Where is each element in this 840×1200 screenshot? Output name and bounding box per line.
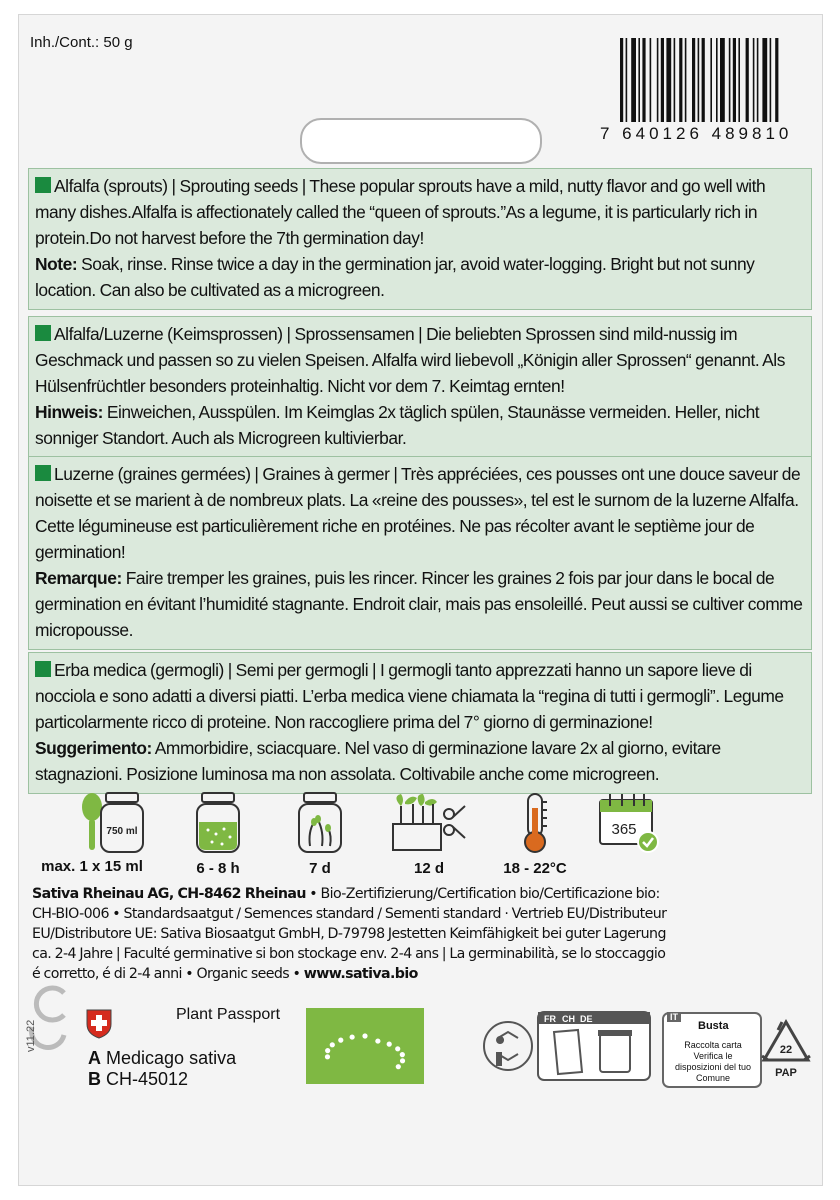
eu-star (395, 1046, 400, 1051)
eu-organic-leaf-icon (306, 1008, 424, 1084)
eu-star (350, 1034, 355, 1039)
barcode-bar (685, 38, 687, 122)
barcode-bar (720, 38, 725, 122)
barcode-bar (620, 38, 623, 122)
note-text-en: Soak, rinse. Rinse twice a day in the germination jar, avoid water-logging. Bright but not sunny location. Can also be cultivated as a microgreen. (35, 254, 755, 300)
barcode-bar (762, 38, 767, 122)
eu-star (400, 1052, 405, 1057)
info-section-fr (28, 456, 812, 650)
green-square-icon (35, 661, 51, 677)
green-square-icon (35, 465, 51, 481)
eu-star (325, 1048, 330, 1053)
plant-passport-b (88, 1069, 188, 1090)
note-label-it: Suggerimento: (35, 738, 152, 758)
microgreen-label: 12 d (413, 860, 444, 877)
pp-a-value: Medicago sativa (106, 1048, 237, 1068)
description-it: Erba medica (germogli) | Semi per germogli | I germogli tanto apprezzati hanno un sapore lieve di nocciola e sono adatti a diversi piatti. L’erba medica viene chiamata la “regina di tutti i germogli”. Legume particolarmente ricco di proteine. Non raccogliere prima del 7° giorno di germinazione! (35, 660, 784, 732)
description-en: Alfalfa (sprouts) | Sprouting seeds | These popular sprouts have a mild, nutty flavor and go well with many dishes.Alfalfa is affectionately called the “queen of sprouts.”As a legume, it is particularly rich in protein.Do not harvest before the 7th germination day! (35, 176, 766, 248)
website-link[interactable]: www.sativa.bio (303, 966, 418, 982)
spoon-label: max. 1 x 15 ml (41, 858, 143, 875)
description-de: Alfalfa/Luzerne (Keimsprossen) | Sprossensamen | Die beliebten Sprossen sind mild-nussig im Geschmack und passen so zu vielen Speisen. Alfalfa wird liebevoll „Königin aller Sprossen“ genannt. Als Hülsenfrüchtler besonders proteinhaltig. Nicht vor dem 7. Keimtag ernten! (35, 324, 785, 396)
plant-passport-title: Plant Passport (176, 1006, 281, 1023)
company-name: Sativa Rheinau AG, CH-8462 Rheinau (32, 886, 306, 902)
barcode-bar (666, 38, 671, 122)
busta-text: Raccolta carta Verifica le disposizioni del tuo Comune (674, 1040, 752, 1083)
sprout-label: 7 d (309, 860, 331, 877)
sprouting-jar-icon (296, 792, 344, 854)
pp-a-label: A (88, 1048, 101, 1068)
barcode-bar (775, 38, 778, 122)
note-label-fr: Remarque: (35, 568, 122, 588)
pap-22-recycling-icon (758, 1018, 814, 1082)
busta-title: Busta (698, 1020, 729, 1032)
busta-country: IT (667, 1012, 681, 1022)
barcode-bar (661, 38, 664, 122)
note-text-fr: Faire tremper les graines, puis les rincer. Rincer les graines 2 fois par jour dans le bocal de germination en évitant l’humidité stagnante. Endroit clair, mais pas ensoleillé. Peut aussi se cultiver comme micropousse. (35, 568, 803, 640)
eu-star (338, 1038, 343, 1043)
green-square-icon (35, 177, 51, 193)
barcode-bar (674, 38, 676, 122)
barcode-bar (770, 38, 772, 122)
temperature-column (494, 792, 576, 877)
barcode-bar (642, 38, 645, 122)
soak-label: 6 - 8 h (196, 860, 240, 877)
barcode-bar (716, 38, 718, 122)
version-code: v11.22 (25, 1019, 37, 1052)
eu-star (375, 1038, 380, 1043)
microgreen-cutting-icon (389, 792, 469, 854)
green-square-icon (35, 325, 51, 341)
eu-star (330, 1042, 335, 1047)
germination-text: Keimfähigkeit bei guter Lagerung ca. 2-4 Jahre | Faculté germinative si bon stockage env. 2-4 ans | La germinabilità, se lo stoccaggio é corretto, é di 2-4 anni • Organic seeds • (32, 926, 666, 982)
eu-star (387, 1042, 392, 1047)
barcode-bar (710, 38, 712, 122)
soaking-jar-icon (194, 792, 242, 854)
calendar-text: 365 (611, 821, 637, 838)
instruction-icons (28, 792, 728, 882)
barcode-bar (746, 38, 749, 122)
barcode-bar (650, 38, 652, 122)
info-section-en (28, 168, 812, 310)
swiss-shield-icon (85, 1008, 113, 1040)
pp-b-label: B (88, 1069, 101, 1089)
note-label-en: Note: (35, 254, 78, 274)
note-text-de: Einweichen, Ausspülen. Im Keimglas 2x täglich spülen, Staunässe vermeiden. Heller, nicht sonniger Standort. Auch als Microgreen kultivierbar. (35, 402, 760, 448)
temperature-label: 18 - 22°C (503, 860, 567, 877)
country-de: DE (580, 1014, 593, 1024)
content-weight: Inh./Cont.: 50 g (30, 34, 133, 51)
sprout-column (290, 792, 350, 877)
italian-disposal-label (662, 1012, 762, 1088)
pap-label: PAP (775, 1067, 797, 1079)
eu-star (325, 1054, 330, 1059)
jar-750-column (92, 792, 152, 854)
jar-volume-text: 750 ml (106, 826, 138, 837)
barcode-bar (729, 38, 731, 122)
hang-hole (300, 118, 542, 164)
barcode-bar (702, 38, 705, 122)
thermometer-icon (515, 792, 555, 854)
plant-passport-a (88, 1048, 236, 1069)
barcode-bar (626, 38, 628, 122)
barcode-bar (692, 38, 695, 122)
certification-text: • Bio-Zertifizierung/Certification bio/Certificazione bio: CH-BIO-006 • Standardsaatgut / Semences standard / Sementi standard · Vertrieb EU/Distributeur EU/Distributore UE: Sativa Biosaatgut GmbH, D-79798 Jestetten (32, 886, 667, 942)
country-ch: CH (562, 1014, 575, 1024)
barcode-number: 7 640126 489810 (600, 124, 793, 143)
barcode-bar (638, 38, 640, 122)
microgreen-column (384, 792, 474, 877)
barcode-bar (657, 38, 659, 122)
barcode (618, 38, 818, 122)
pap-number: 22 (779, 1044, 793, 1056)
legal-text (32, 884, 672, 984)
barcode-bar (753, 38, 755, 122)
eu-star (400, 1058, 405, 1063)
pp-b-value: CH-45012 (106, 1069, 189, 1089)
triman-recycling-icon (478, 1010, 658, 1082)
barcode-bar (757, 38, 759, 122)
calendar-365-icon (596, 792, 662, 854)
barcode-bar (698, 38, 700, 122)
barcode-bar (679, 38, 682, 122)
jar-750ml-icon (98, 792, 146, 854)
info-section-de (28, 316, 812, 458)
calendar-column (594, 792, 664, 854)
barcode-bar (631, 38, 636, 122)
country-fr: FR (544, 1014, 556, 1024)
eu-star (362, 1033, 367, 1038)
barcode-bar (738, 38, 740, 122)
note-text-it: Ammorbidire, sciacquare. Nel vaso di germinazione lavare 2x al giorno, evitare stagnazioni. Posizione luminosa ma non assolata. Coltivabile anche come microgreen. (35, 738, 721, 784)
info-section-it (28, 652, 812, 794)
soak-column (188, 792, 248, 877)
description-fr: Luzerne (graines germées) | Graines à germer | Très appréciées, ces pousses ont une douce saveur de noisette et se marient à de nombreux plats. La «reine des pousses», tel est le surnom de la luzerne Alfalfa. Cette légumineuse est particulièrement riche en protéines. Ne pas récolter avant le septième jour de germination! (35, 464, 801, 562)
note-label-de: Hinweis: (35, 402, 103, 422)
eu-star (396, 1064, 401, 1069)
barcode-bar (733, 38, 736, 122)
